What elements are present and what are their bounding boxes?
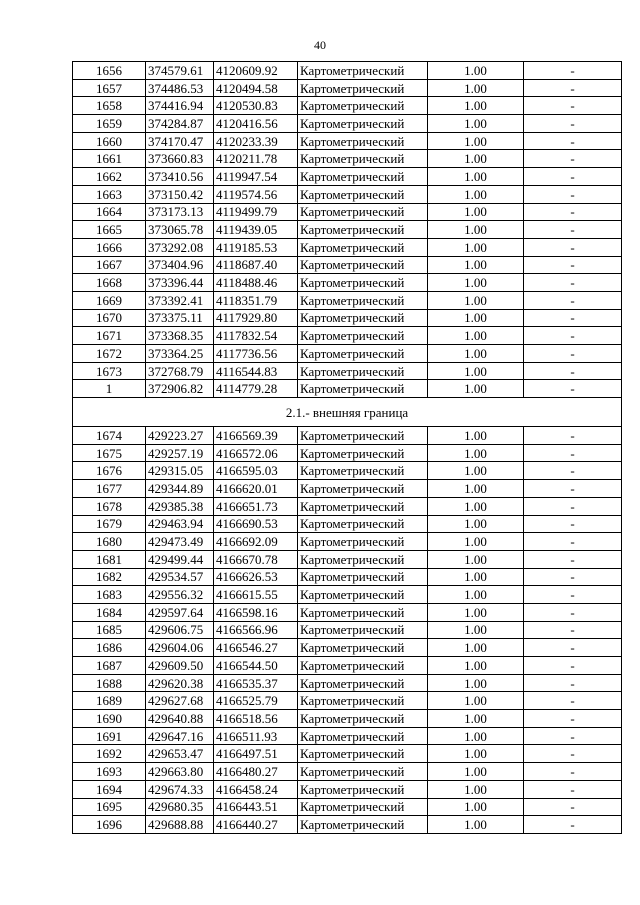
table-row [73, 79, 622, 97]
accuracy-cell: 1.00 [428, 291, 524, 309]
point-number-cell: 1676 [73, 462, 146, 480]
x-coordinate-cell: 373065.78 [146, 221, 214, 239]
table-row [73, 256, 622, 274]
accuracy-cell: 1.00 [428, 185, 524, 203]
y-coordinate-cell: 4166598.16 [214, 603, 298, 621]
point-number-cell: 1670 [73, 309, 146, 327]
method-cell: Картометрический [298, 150, 428, 168]
description-cell: - [524, 745, 622, 763]
x-coordinate-cell: 429647.16 [146, 727, 214, 745]
table-row [73, 727, 622, 745]
table-row [73, 444, 622, 462]
method-cell: Картометрический [298, 550, 428, 568]
table-row [73, 816, 622, 834]
method-cell: Картометрический [298, 274, 428, 292]
table-row [73, 185, 622, 203]
accuracy-cell: 1.00 [428, 132, 524, 150]
method-cell: Картометрический [298, 515, 428, 533]
table-row [73, 497, 622, 515]
method-cell: Картометрический [298, 115, 428, 133]
point-number-cell: 1664 [73, 203, 146, 221]
table-row [73, 291, 622, 309]
method-cell: Картометрический [298, 203, 428, 221]
point-number-cell: 1686 [73, 639, 146, 657]
method-cell: Картометрический [298, 621, 428, 639]
table-row [73, 763, 622, 781]
y-coordinate-cell: 4120233.39 [214, 132, 298, 150]
accuracy-cell: 1.00 [428, 798, 524, 816]
description-cell: - [524, 185, 622, 203]
point-number-cell: 1658 [73, 97, 146, 115]
accuracy-cell: 1.00 [428, 603, 524, 621]
description-cell: - [524, 692, 622, 710]
description-cell: - [524, 79, 622, 97]
description-cell: - [524, 238, 622, 256]
description-cell: - [524, 639, 622, 657]
point-number-cell: 1665 [73, 221, 146, 239]
accuracy-cell: 1.00 [428, 221, 524, 239]
x-coordinate-cell: 429609.50 [146, 657, 214, 675]
table-row [73, 480, 622, 498]
accuracy-cell: 1.00 [428, 710, 524, 728]
section-title: 2.1.- внешняя граница [73, 398, 622, 427]
table-row [73, 710, 622, 728]
description-cell: - [524, 345, 622, 363]
table-row [73, 674, 622, 692]
method-cell: Картометрический [298, 533, 428, 551]
accuracy-cell: 1.00 [428, 621, 524, 639]
x-coordinate-cell: 429663.80 [146, 763, 214, 781]
accuracy-cell: 1.00 [428, 62, 524, 80]
table-row [73, 533, 622, 551]
x-coordinate-cell: 373173.13 [146, 203, 214, 221]
method-cell: Картометрический [298, 427, 428, 445]
table-row [73, 515, 622, 533]
method-cell: Картометрический [298, 362, 428, 380]
description-cell: - [524, 150, 622, 168]
y-coordinate-cell: 4119947.54 [214, 168, 298, 186]
x-coordinate-cell: 374486.53 [146, 79, 214, 97]
x-coordinate-cell: 429597.64 [146, 603, 214, 621]
point-number-cell: 1685 [73, 621, 146, 639]
y-coordinate-cell: 4166480.27 [214, 763, 298, 781]
description-cell: - [524, 362, 622, 380]
accuracy-cell: 1.00 [428, 427, 524, 445]
x-coordinate-cell: 373364.25 [146, 345, 214, 363]
point-number-cell: 1694 [73, 780, 146, 798]
table-row [73, 115, 622, 133]
x-coordinate-cell: 429257.19 [146, 444, 214, 462]
description-cell: - [524, 497, 622, 515]
accuracy-cell: 1.00 [428, 150, 524, 168]
description-cell: - [524, 533, 622, 551]
x-coordinate-cell: 429344.89 [146, 480, 214, 498]
y-coordinate-cell: 4166544.50 [214, 657, 298, 675]
accuracy-cell: 1.00 [428, 745, 524, 763]
table-row [73, 639, 622, 657]
description-cell: - [524, 168, 622, 186]
accuracy-cell: 1.00 [428, 550, 524, 568]
accuracy-cell: 1.00 [428, 345, 524, 363]
point-number-cell: 1690 [73, 710, 146, 728]
y-coordinate-cell: 4166572.06 [214, 444, 298, 462]
table-row [73, 427, 622, 445]
accuracy-cell: 1.00 [428, 238, 524, 256]
point-number-cell: 1659 [73, 115, 146, 133]
y-coordinate-cell: 4116544.83 [214, 362, 298, 380]
table-row [73, 345, 622, 363]
point-number-cell: 1689 [73, 692, 146, 710]
y-coordinate-cell: 4166458.24 [214, 780, 298, 798]
description-cell: - [524, 256, 622, 274]
method-cell: Картометрический [298, 763, 428, 781]
method-cell: Картометрический [298, 221, 428, 239]
accuracy-cell: 1.00 [428, 462, 524, 480]
method-cell: Картометрический [298, 710, 428, 728]
point-number-cell: 1661 [73, 150, 146, 168]
point-number-cell: 1684 [73, 603, 146, 621]
x-coordinate-cell: 429620.38 [146, 674, 214, 692]
method-cell: Картометрический [298, 256, 428, 274]
method-cell: Картометрический [298, 444, 428, 462]
x-coordinate-cell: 374416.94 [146, 97, 214, 115]
point-number-cell: 1696 [73, 816, 146, 834]
method-cell: Картометрический [298, 309, 428, 327]
point-number-cell: 1692 [73, 745, 146, 763]
description-cell: - [524, 462, 622, 480]
method-cell: Картометрический [298, 816, 428, 834]
point-number-cell: 1681 [73, 550, 146, 568]
accuracy-cell: 1.00 [428, 780, 524, 798]
y-coordinate-cell: 4166518.56 [214, 710, 298, 728]
point-number-cell: 1668 [73, 274, 146, 292]
method-cell: Картометрический [298, 745, 428, 763]
accuracy-cell: 1.00 [428, 533, 524, 551]
description-cell: - [524, 291, 622, 309]
x-coordinate-cell: 373660.83 [146, 150, 214, 168]
y-coordinate-cell: 4166535.37 [214, 674, 298, 692]
table-row [73, 132, 622, 150]
x-coordinate-cell: 373410.56 [146, 168, 214, 186]
description-cell: - [524, 603, 622, 621]
point-number-cell: 1669 [73, 291, 146, 309]
x-coordinate-cell: 429473.49 [146, 533, 214, 551]
accuracy-cell: 1.00 [428, 586, 524, 604]
point-number-cell: 1666 [73, 238, 146, 256]
x-coordinate-cell: 372906.82 [146, 380, 214, 398]
y-coordinate-cell: 4166690.53 [214, 515, 298, 533]
accuracy-cell: 1.00 [428, 816, 524, 834]
description-cell: - [524, 309, 622, 327]
description-cell: - [524, 380, 622, 398]
table-row [73, 362, 622, 380]
y-coordinate-cell: 4166620.01 [214, 480, 298, 498]
x-coordinate-cell: 429627.68 [146, 692, 214, 710]
x-coordinate-cell: 429680.35 [146, 798, 214, 816]
y-coordinate-cell: 4117929.80 [214, 309, 298, 327]
y-coordinate-cell: 4166511.93 [214, 727, 298, 745]
description-cell: - [524, 710, 622, 728]
accuracy-cell: 1.00 [428, 657, 524, 675]
point-number-cell: 1662 [73, 168, 146, 186]
x-coordinate-cell: 429499.44 [146, 550, 214, 568]
method-cell: Картометрический [298, 462, 428, 480]
y-coordinate-cell: 4117736.56 [214, 345, 298, 363]
y-coordinate-cell: 4166626.53 [214, 568, 298, 586]
y-coordinate-cell: 4166615.55 [214, 586, 298, 604]
accuracy-cell: 1.00 [428, 497, 524, 515]
point-number-cell: 1673 [73, 362, 146, 380]
y-coordinate-cell: 4166595.03 [214, 462, 298, 480]
accuracy-cell: 1.00 [428, 515, 524, 533]
accuracy-cell: 1.00 [428, 327, 524, 345]
point-number-cell: 1663 [73, 185, 146, 203]
table-row [73, 238, 622, 256]
accuracy-cell: 1.00 [428, 256, 524, 274]
y-coordinate-cell: 4118488.46 [214, 274, 298, 292]
method-cell: Картометрический [298, 603, 428, 621]
y-coordinate-cell: 4166497.51 [214, 745, 298, 763]
method-cell: Картометрический [298, 568, 428, 586]
x-coordinate-cell: 372768.79 [146, 362, 214, 380]
point-number-cell: 1671 [73, 327, 146, 345]
y-coordinate-cell: 4166525.79 [214, 692, 298, 710]
method-cell: Картометрический [298, 480, 428, 498]
table-row [73, 603, 622, 621]
point-number-cell: 1687 [73, 657, 146, 675]
x-coordinate-cell: 429556.32 [146, 586, 214, 604]
accuracy-cell: 1.00 [428, 674, 524, 692]
table-row [73, 221, 622, 239]
description-cell: - [524, 727, 622, 745]
table-row [73, 798, 622, 816]
x-coordinate-cell: 373150.42 [146, 185, 214, 203]
method-cell: Картометрический [298, 692, 428, 710]
x-coordinate-cell: 429606.75 [146, 621, 214, 639]
point-number-cell: 1675 [73, 444, 146, 462]
method-cell: Картометрический [298, 97, 428, 115]
x-coordinate-cell: 429640.88 [146, 710, 214, 728]
x-coordinate-cell: 429534.57 [146, 568, 214, 586]
table-row [73, 586, 622, 604]
description-cell: - [524, 621, 622, 639]
table-row [73, 150, 622, 168]
point-number-cell: 1674 [73, 427, 146, 445]
description-cell: - [524, 780, 622, 798]
method-cell: Картометрический [298, 345, 428, 363]
table-row [73, 97, 622, 115]
page-number: 40 [314, 38, 326, 52]
accuracy-cell: 1.00 [428, 639, 524, 657]
y-coordinate-cell: 4120530.83 [214, 97, 298, 115]
x-coordinate-cell: 429385.38 [146, 497, 214, 515]
accuracy-cell: 1.00 [428, 203, 524, 221]
table-row [73, 274, 622, 292]
description-cell: - [524, 480, 622, 498]
table-row [73, 621, 622, 639]
description-cell: - [524, 550, 622, 568]
table-row [73, 327, 622, 345]
point-number-cell: 1682 [73, 568, 146, 586]
y-coordinate-cell: 4119499.79 [214, 203, 298, 221]
point-number-cell: 1667 [73, 256, 146, 274]
point-number-cell: 1683 [73, 586, 146, 604]
table-row [73, 462, 622, 480]
method-cell: Картометрический [298, 727, 428, 745]
description-cell: - [524, 515, 622, 533]
x-coordinate-cell: 373375.11 [146, 309, 214, 327]
x-coordinate-cell: 374284.87 [146, 115, 214, 133]
accuracy-cell: 1.00 [428, 97, 524, 115]
y-coordinate-cell: 4166440.27 [214, 816, 298, 834]
method-cell: Картометрический [298, 291, 428, 309]
accuracy-cell: 1.00 [428, 763, 524, 781]
description-cell: - [524, 132, 622, 150]
accuracy-cell: 1.00 [428, 115, 524, 133]
description-cell: - [524, 674, 622, 692]
x-coordinate-cell: 429653.47 [146, 745, 214, 763]
x-coordinate-cell: 429463.94 [146, 515, 214, 533]
description-cell: - [524, 97, 622, 115]
point-number-cell: 1660 [73, 132, 146, 150]
accuracy-cell: 1.00 [428, 362, 524, 380]
method-cell: Картометрический [298, 132, 428, 150]
accuracy-cell: 1.00 [428, 568, 524, 586]
description-cell: - [524, 763, 622, 781]
y-coordinate-cell: 4118687.40 [214, 256, 298, 274]
y-coordinate-cell: 4166651.73 [214, 497, 298, 515]
table-row [73, 568, 622, 586]
y-coordinate-cell: 4166566.96 [214, 621, 298, 639]
point-number-cell: 1678 [73, 497, 146, 515]
description-cell: - [524, 586, 622, 604]
description-cell: - [524, 203, 622, 221]
point-number-cell: 1672 [73, 345, 146, 363]
accuracy-cell: 1.00 [428, 79, 524, 97]
point-number-cell: 1656 [73, 62, 146, 80]
accuracy-cell: 1.00 [428, 727, 524, 745]
table-row [73, 692, 622, 710]
method-cell: Картометрический [298, 185, 428, 203]
method-cell: Картометрический [298, 780, 428, 798]
point-number-cell: 1679 [73, 515, 146, 533]
x-coordinate-cell: 429315.05 [146, 462, 214, 480]
method-cell: Картометрический [298, 62, 428, 80]
x-coordinate-cell: 429688.88 [146, 816, 214, 834]
y-coordinate-cell: 4117832.54 [214, 327, 298, 345]
x-coordinate-cell: 374170.47 [146, 132, 214, 150]
method-cell: Картометрический [298, 586, 428, 604]
description-cell: - [524, 798, 622, 816]
y-coordinate-cell: 4119439.05 [214, 221, 298, 239]
description-cell: - [524, 327, 622, 345]
description-cell: - [524, 444, 622, 462]
table-row [73, 203, 622, 221]
x-coordinate-cell: 373368.35 [146, 327, 214, 345]
point-number-cell: 1680 [73, 533, 146, 551]
point-number-cell: 1657 [73, 79, 146, 97]
y-coordinate-cell: 4119185.53 [214, 238, 298, 256]
x-coordinate-cell: 373392.41 [146, 291, 214, 309]
description-cell: - [524, 62, 622, 80]
method-cell: Картометрический [298, 639, 428, 657]
point-number-cell: 1693 [73, 763, 146, 781]
x-coordinate-cell: 373404.96 [146, 256, 214, 274]
description-cell: - [524, 427, 622, 445]
y-coordinate-cell: 4118351.79 [214, 291, 298, 309]
description-cell: - [524, 816, 622, 834]
table-row [73, 780, 622, 798]
y-coordinate-cell: 4166692.09 [214, 533, 298, 551]
accuracy-cell: 1.00 [428, 444, 524, 462]
x-coordinate-cell: 429223.27 [146, 427, 214, 445]
x-coordinate-cell: 374579.61 [146, 62, 214, 80]
point-number-cell: 1688 [73, 674, 146, 692]
description-cell: - [524, 115, 622, 133]
section-header-row [73, 398, 622, 427]
accuracy-cell: 1.00 [428, 309, 524, 327]
x-coordinate-cell: 373396.44 [146, 274, 214, 292]
y-coordinate-cell: 4166569.39 [214, 427, 298, 445]
x-coordinate-cell: 429604.06 [146, 639, 214, 657]
table-row [73, 168, 622, 186]
accuracy-cell: 1.00 [428, 480, 524, 498]
method-cell: Картометрический [298, 497, 428, 515]
description-cell: - [524, 657, 622, 675]
method-cell: Картометрический [298, 168, 428, 186]
table-row [73, 657, 622, 675]
method-cell: Картометрический [298, 798, 428, 816]
accuracy-cell: 1.00 [428, 692, 524, 710]
accuracy-cell: 1.00 [428, 380, 524, 398]
coordinates-table-body [73, 62, 622, 834]
y-coordinate-cell: 4166443.51 [214, 798, 298, 816]
y-coordinate-cell: 4120494.58 [214, 79, 298, 97]
accuracy-cell: 1.00 [428, 274, 524, 292]
y-coordinate-cell: 4120609.92 [214, 62, 298, 80]
x-coordinate-cell: 373292.08 [146, 238, 214, 256]
table-row [73, 550, 622, 568]
y-coordinate-cell: 4119574.56 [214, 185, 298, 203]
point-number-cell: 1695 [73, 798, 146, 816]
method-cell: Картометрический [298, 674, 428, 692]
y-coordinate-cell: 4166670.78 [214, 550, 298, 568]
y-coordinate-cell: 4114779.28 [214, 380, 298, 398]
point-number-cell: 1 [73, 380, 146, 398]
method-cell: Картометрический [298, 79, 428, 97]
description-cell: - [524, 221, 622, 239]
coordinates-table [72, 61, 622, 834]
method-cell: Картометрический [298, 327, 428, 345]
y-coordinate-cell: 4120416.56 [214, 115, 298, 133]
method-cell: Картометрический [298, 380, 428, 398]
table-row [73, 380, 622, 398]
description-cell: - [524, 274, 622, 292]
y-coordinate-cell: 4166546.27 [214, 639, 298, 657]
point-number-cell: 1677 [73, 480, 146, 498]
table-row [73, 745, 622, 763]
x-coordinate-cell: 429674.33 [146, 780, 214, 798]
accuracy-cell: 1.00 [428, 168, 524, 186]
point-number-cell: 1691 [73, 727, 146, 745]
table-row [73, 309, 622, 327]
method-cell: Картометрический [298, 657, 428, 675]
y-coordinate-cell: 4120211.78 [214, 150, 298, 168]
table-row [73, 62, 622, 80]
method-cell: Картометрический [298, 238, 428, 256]
description-cell: - [524, 568, 622, 586]
